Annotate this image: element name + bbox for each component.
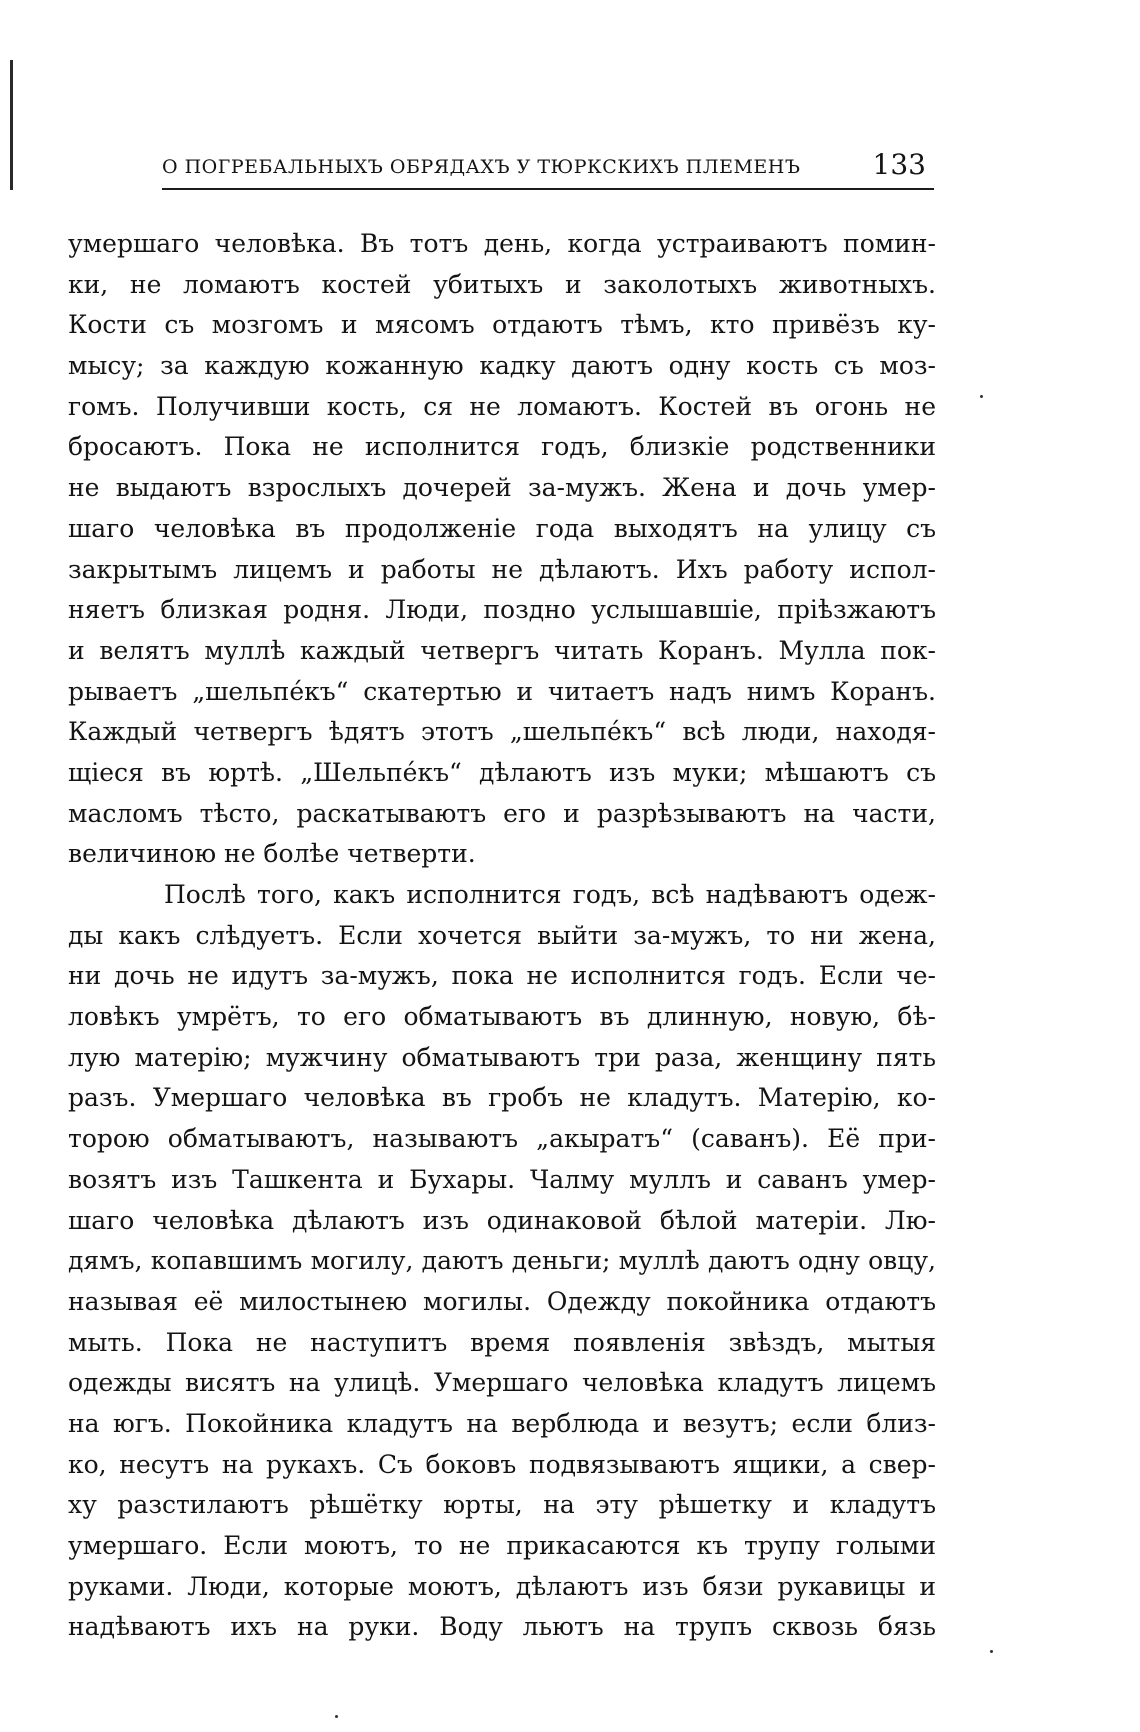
page-number: 133 bbox=[872, 148, 926, 181]
text-line: разъ. Умершаго человѣка въ гробъ не кладутъ. Матерію, ко- bbox=[68, 1083, 936, 1113]
text-line: называя её милостынею могилы. Одежду покойника отдаютъ bbox=[68, 1286, 936, 1316]
text-line: шаго человѣка дѣлаютъ изъ одинаковой бѣлой матеріи. Лю- bbox=[68, 1205, 936, 1235]
text-line: ху разстилаютъ рѣшётку юрты, на эту рѣшетку и кладутъ bbox=[68, 1490, 936, 1520]
text-line: ды какъ слѣдуетъ. Если хочется выйти за-мужъ, то ни жена, bbox=[68, 920, 936, 950]
text-line: мысу; за каждую кожанную кадку даютъ одну кость съ моз- bbox=[68, 351, 936, 381]
text-line: возятъ изъ Ташкента и Бухары. Чалму муллъ и саванъ умер- bbox=[68, 1164, 936, 1194]
text-line: няетъ близкая родня. Люди, поздно услышавшіе, пріѣзжаютъ bbox=[68, 595, 936, 625]
text-line: щіеся въ юртѣ. „Шельпе́къ“ дѣлаютъ изъ муки; мѣшаютъ съ bbox=[68, 757, 936, 787]
text-line: дямъ, копавшимъ могилу, даютъ деньги; муллѣ даютъ одну овцу, bbox=[68, 1246, 936, 1276]
text-line: умершаго человѣка. Въ тотъ день, когда устраиваютъ помин- bbox=[68, 229, 936, 258]
text-line: на югъ. Покойника кладутъ на верблюда и везутъ; если близ- bbox=[68, 1408, 936, 1438]
text-line: масломъ тѣсто, раскатываютъ его и разрѣзываютъ на части, bbox=[68, 798, 936, 828]
text-line: умершаго. Если моютъ, то не прикасаются къ трупу голыми bbox=[68, 1531, 936, 1560]
running-title: О ПОГРЕБАЛЬНЫХЪ ОБРЯДАХЪ У ТЮРКСКИХЪ ПЛЕМЕНЪ bbox=[162, 156, 801, 178]
text-line: закрытымъ лицемъ и работы не дѣлаютъ. Ихъ работу испол- bbox=[68, 554, 936, 584]
text-line: руками. Люди, которые моютъ, дѣлаютъ изъ бязи рукавицы и bbox=[68, 1571, 936, 1601]
text-line: Кости съ мозгомъ и мясомъ отдаютъ тѣмъ, кто привёзъ ку- bbox=[68, 310, 936, 340]
print-speck bbox=[980, 395, 983, 398]
print-speck bbox=[335, 1715, 338, 1718]
text-line: ко, несутъ на рукахъ. Съ боковъ подвязываютъ ящики, а свер- bbox=[68, 1449, 936, 1479]
text-line: и велятъ муллѣ каждый четвергъ читать Коранъ. Мулла пок- bbox=[68, 635, 936, 665]
text-line: надѣваютъ ихъ на руки. Воду льютъ на трупъ сквозь бязь bbox=[68, 1612, 936, 1642]
text-line: Каждый четвергъ ѣдятъ этотъ „шельпе́къ“ всѣ люди, находя- bbox=[68, 717, 936, 747]
text-line: величиною не болѣе четверти. bbox=[68, 839, 476, 869]
body-text bbox=[68, 224, 936, 1648]
text-line: ни дочь не идутъ за-мужъ, пока не исполнится годъ. Если че- bbox=[68, 961, 936, 991]
text-line: шаго человѣка въ продолженіе года выходятъ на улицу съ bbox=[68, 513, 936, 543]
text-line: одежды висятъ на улицѣ. Умершаго человѣка кладутъ лицемъ bbox=[68, 1368, 936, 1398]
text-line: бросаютъ. Пока не исполнится годъ, близкіе родственники bbox=[68, 432, 936, 462]
margin-rule bbox=[10, 60, 13, 190]
text-line: рываетъ „шельпе́къ“ скатертью и читаетъ надъ нимъ Коранъ. bbox=[68, 676, 936, 706]
text-line: ки, не ломаютъ костей убитыхъ и заколотыхъ животныхъ. bbox=[68, 269, 936, 299]
page-header bbox=[162, 146, 934, 190]
text-line: лую матерію; мужчину обматываютъ три раза, женщину пять bbox=[68, 1042, 936, 1072]
print-speck bbox=[990, 1650, 993, 1653]
text-line: ловѣкъ умрётъ, то его обматываютъ въ длинную, новую, бѣ- bbox=[68, 1002, 936, 1032]
text-line: торою обматываютъ, называютъ „акыратъ“ (саванъ). Её при- bbox=[68, 1124, 936, 1154]
text-line: мыть. Пока не наступитъ время появленія звѣздъ, мытыя bbox=[68, 1327, 936, 1357]
text-line: гомъ. Получивши кость, ся не ломаютъ. Костей въ огонь не bbox=[68, 391, 936, 421]
text-line: не выдаютъ взрослыхъ дочерей за-мужъ. Жена и дочь умер- bbox=[68, 473, 936, 503]
text-line: Послѣ того, какъ исполнится годъ, всѣ надѣваютъ одеж- bbox=[164, 880, 936, 909]
